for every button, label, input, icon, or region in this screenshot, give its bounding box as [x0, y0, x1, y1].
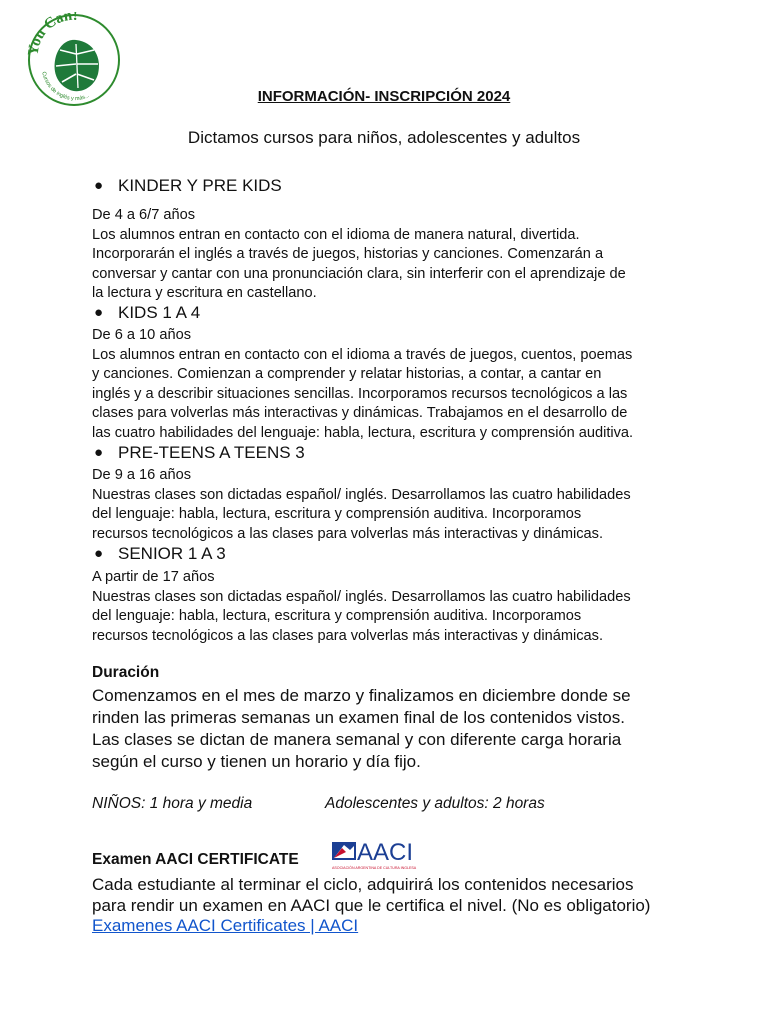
- aaci-logo: [330, 836, 428, 874]
- exam-line: Cada estudiante al terminar el ciclo, adquirirá los contenidos necesarios: [92, 875, 634, 894]
- duration-line: Comenzamos en el mes de marzo y finalizamos en diciembre donde se: [92, 686, 631, 705]
- exam-heading: Examen AACI CERTIFICATE: [92, 851, 299, 868]
- duration-body: [92, 685, 692, 773]
- section-line: recursos tecnológicos a las clases para volverlas más interactivas y dinámicas.: [92, 525, 603, 542]
- section-heading-text: PRE-TEENS A TEENS 3: [118, 443, 305, 462]
- logo-text: You Can!: [25, 12, 78, 57]
- section-body-kinder: [92, 206, 682, 304]
- section-age: De 9 a 16 años: [92, 467, 191, 483]
- duration-line: Las clases se dictan de manera semanal y con diferente carga horaria: [92, 730, 622, 749]
- section-line: del lenguaje: habla, lectura, escritura y comprensión auditiva. Incorporamos: [92, 506, 582, 522]
- section-body-preteens: [92, 466, 682, 544]
- aaci-certificates-link[interactable]: Examenes AACI Certificates | AACI: [92, 916, 359, 935]
- section-line: conversar y cantar con una pronunciación clara, sin interferir con el aprendizaje de: [92, 265, 626, 282]
- section-heading-kids: [94, 303, 201, 323]
- section-heading-senior: [94, 544, 226, 564]
- logo-subtext: Cursos de inglés y más...: [40, 71, 91, 103]
- section-line: clases para volverlas más interactivas y dinámicas. Trabajamos en el desarrollo de: [92, 405, 628, 421]
- section-line: Incorporarán el inglés a través de juegos, historias y canciones. Comenzarán a: [92, 246, 604, 262]
- section-line: Nuestras clases son dictadas español/ inglés. Desarrollamos las cuatro habilidades: [92, 486, 631, 503]
- section-heading-text: SENIOR 1 A 3: [118, 544, 226, 563]
- section-body-senior: [92, 568, 682, 646]
- section-age: A partir de 17 años: [92, 569, 215, 585]
- section-heading-text: KIDS 1 A 4: [118, 303, 201, 322]
- page-subtitle: Dictamos cursos para niños, adolescentes y adultos: [187, 128, 581, 147]
- duration-line: rinden las primeras semanas un examen final de los contenidos vistos.: [92, 708, 625, 727]
- section-heading-text: KINDER Y PRE KIDS: [118, 176, 282, 195]
- bullet-icon: ●: [94, 545, 104, 562]
- section-line: y canciones. Comienzan a comprender y relatar historias, a contar, a cantar en: [92, 366, 602, 382]
- exam-line: para rendir un examen en AACI que le certifica el nivel. (No es obligatorio): [92, 896, 651, 915]
- bullet-icon: ●: [94, 304, 104, 321]
- section-line: recursos tecnológicos a las clases para volverlas más interactivas y dinámicas.: [92, 627, 603, 644]
- section-heading-kinder: [94, 176, 282, 196]
- aaci-logo-subtext: ASOCIACIÓN ARGENTINA DE CULTURA INGLESA: [332, 866, 417, 870]
- section-line: del lenguaje: habla, lectura, escritura y comprensión auditiva. Incorporamos: [92, 608, 582, 624]
- hours-ninos: NIÑOS: 1 hora y media: [92, 795, 253, 812]
- section-line: Nuestras clases son dictadas español/ inglés. Desarrollamos las cuatro habilidades: [92, 588, 631, 605]
- section-line: Los alumnos entran en contacto con el idioma de manera natural, divertida.: [92, 226, 580, 243]
- section-line: inglés y a describir situaciones sencillas. Incorporamos recursos tecnológicos a las: [92, 385, 628, 402]
- duration-heading: Duración: [92, 664, 160, 681]
- section-heading-preteens: [94, 443, 305, 463]
- duration-line: según el curso y tienen un horario y día fijo.: [92, 752, 421, 771]
- aaci-logo-text: AACI: [357, 839, 414, 866]
- page-title: INFORMACIÓN- INSCRIPCIÓN 2024: [257, 88, 511, 105]
- hours-adults: Adolescentes y adultos: 2 horas: [325, 795, 545, 812]
- section-body-kids: [92, 326, 682, 443]
- section-age: De 4 a 6/7 años: [92, 207, 196, 223]
- bullet-icon: ●: [94, 444, 104, 461]
- exam-body: [92, 874, 692, 916]
- bullet-icon: ●: [94, 177, 104, 194]
- section-line: la lectura y escritura en castellano.: [92, 285, 317, 301]
- section-line: las cuatro habilidades del lenguaje: habla, lectura, escritura y comprensión auditiva.: [92, 424, 634, 441]
- section-age: De 6 a 10 años: [92, 327, 191, 343]
- section-line: Los alumnos entran en contacto con el idioma a través de juegos, cuentos, poemas: [92, 346, 633, 363]
